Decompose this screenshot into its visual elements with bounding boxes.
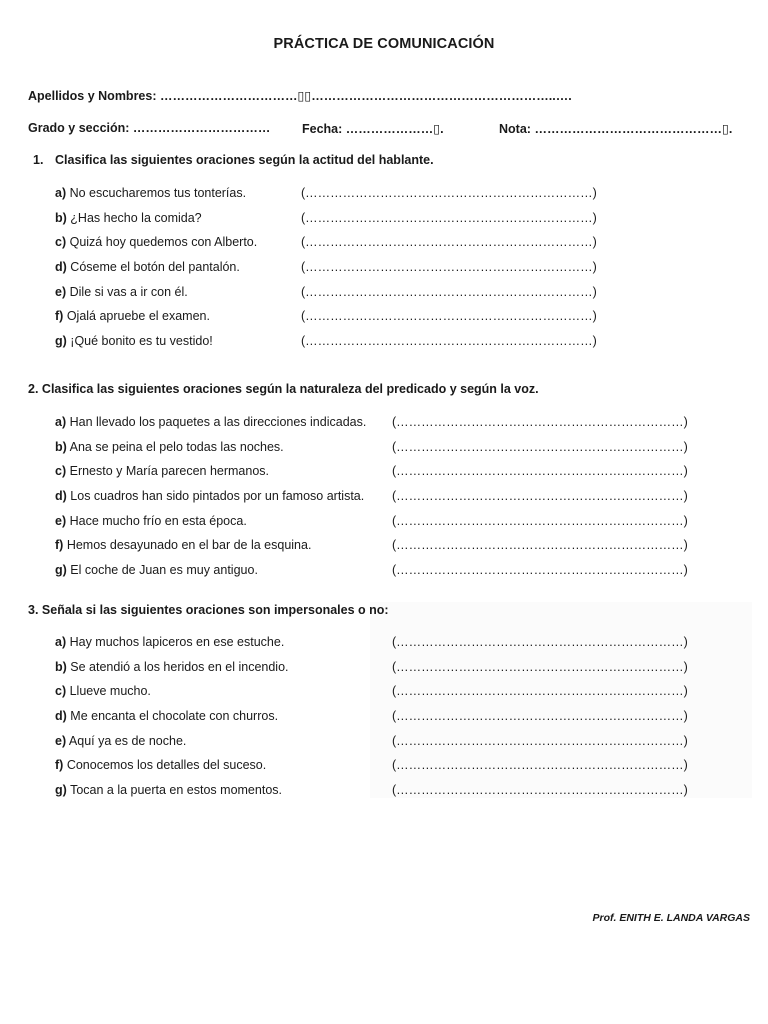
answer-blank[interactable]: (……………………………………………………………) <box>301 260 597 275</box>
page-title: PRÁCTICA DE COMUNICACIÓN <box>273 36 495 52</box>
item-text: Conocemos los detalles del suceso. <box>66 758 267 773</box>
section-1-items <box>55 186 768 359</box>
answer-blank[interactable]: (……………………………………………………………) <box>392 783 688 798</box>
answer-blank[interactable]: (……………………………………………………………) <box>392 563 688 578</box>
score-blank[interactable]: ………………………………………▯. <box>534 122 733 136</box>
item-letter: f) <box>55 758 64 773</box>
question-item <box>55 186 768 211</box>
item-text: No escucharemos tus tonterías. <box>69 186 247 200</box>
section-3-title <box>28 603 389 617</box>
item-letter: g) <box>55 563 67 578</box>
answer-blank[interactable]: (……………………………………………………………) <box>392 513 688 528</box>
question-item <box>55 783 768 808</box>
item-letter: a) <box>55 635 67 649</box>
grade-score-field-row <box>499 121 732 136</box>
question-item <box>55 758 768 783</box>
answer-blank[interactable]: (……………………………………………………………) <box>392 709 688 724</box>
question-item <box>55 709 768 734</box>
item-text: Hemos desayunado en el bar de la esquina. <box>66 538 312 553</box>
answer-blank[interactable]: (……………………………………………………………) <box>301 210 597 225</box>
item-text: El coche de Juan es muy antiguo. <box>70 563 258 578</box>
item-letter: a) <box>55 415 67 429</box>
question-item <box>55 260 768 285</box>
answer-blank[interactable]: (……………………………………………………………) <box>392 733 688 748</box>
answer-blank[interactable]: (……………………………………………………………) <box>392 659 688 674</box>
item-letter: a) <box>55 186 67 200</box>
section-2-title <box>28 382 539 396</box>
grade-field-row <box>28 121 270 135</box>
answer-blank[interactable]: (……………………………………………………………) <box>392 758 688 773</box>
question-item <box>55 684 768 709</box>
question-item <box>55 211 768 236</box>
answer-blank[interactable]: (……………………………………………………………) <box>301 235 597 250</box>
item-letter: d) <box>55 489 67 504</box>
section-heading: Señala si las siguientes oraciones son impersonales o no: <box>41 603 389 617</box>
section-heading: Clasifica las siguientes oraciones según la actitud del hablante. <box>55 153 434 167</box>
answer-blank[interactable]: (……………………………………………………………) <box>392 684 688 699</box>
item-text: Tocan a la puerta en estos momentos. <box>70 783 282 798</box>
item-text: Hace mucho frío en esta época. <box>69 513 247 528</box>
answer-blank[interactable]: (……………………………………………………………) <box>301 334 597 349</box>
question-item <box>55 464 768 489</box>
item-text: Aquí ya es de noche. <box>68 733 187 748</box>
item-letter: c) <box>55 684 67 699</box>
score-label: Nota: <box>499 122 531 136</box>
question-item <box>55 734 768 759</box>
grade-blank[interactable]: …………………………… <box>132 121 271 135</box>
item-text: Me encanta el chocolate con churros. <box>70 709 279 724</box>
item-text: Se atendió a los heridos en el incendio. <box>70 659 289 674</box>
section-2-items <box>55 415 768 588</box>
item-letter: g) <box>55 783 67 798</box>
item-letter: e) <box>55 284 67 299</box>
item-letter: d) <box>55 709 67 724</box>
answer-blank[interactable]: (……………………………………………………………) <box>301 284 597 299</box>
name-label: Apellidos y Nombres: <box>28 89 157 103</box>
item-text: Ojalá apruebe el examen. <box>66 309 210 324</box>
item-letter: d) <box>55 260 67 275</box>
section-1-title <box>28 153 434 167</box>
item-text: Ernesto y María parecen hermanos. <box>69 464 270 479</box>
item-letter: b) <box>55 439 67 454</box>
question-item <box>55 538 768 563</box>
section-number: 1. <box>33 153 44 167</box>
item-text: Hay muchos lapiceros en ese estuche. <box>69 635 285 649</box>
item-letter: f) <box>55 309 64 324</box>
question-item <box>55 635 768 660</box>
question-item <box>55 563 768 588</box>
author-signature: Prof. ENITH E. LANDA VARGAS <box>592 912 750 924</box>
answer-blank[interactable]: (……………………………………………………………) <box>392 439 688 454</box>
item-letter: c) <box>55 464 67 479</box>
question-item <box>55 660 768 685</box>
item-letter: e) <box>55 513 67 528</box>
item-letter: g) <box>55 334 67 349</box>
question-item <box>55 514 768 539</box>
grade-label: Grado y sección: <box>28 121 130 135</box>
answer-blank[interactable]: (……………………………………………………………) <box>392 464 688 479</box>
section-number: 3. <box>28 603 39 617</box>
name-blank[interactable]: ……………………………▯▯…………………………………………………..…. <box>159 89 572 103</box>
section-number: 2. <box>28 382 39 396</box>
item-text: Han llevado los paquetes a las direcciones indicadas. <box>69 415 367 429</box>
item-letter: b) <box>55 210 67 225</box>
item-text: Cóseme el botón del pantalón. <box>70 260 240 275</box>
item-letter: b) <box>55 659 67 674</box>
item-text: ¡Qué bonito es tu vestido! <box>70 334 213 349</box>
question-item <box>55 334 768 359</box>
item-letter: e) <box>55 733 67 748</box>
date-field-row <box>302 121 444 136</box>
item-text: Ana se peina el pelo todas las noches. <box>69 439 284 454</box>
answer-blank[interactable]: (……………………………………………………………) <box>392 415 688 429</box>
question-item <box>55 415 768 440</box>
section-3-items <box>55 635 768 808</box>
section-heading: Clasifica las siguientes oraciones según la naturaleza del predicado y según la voz. <box>41 382 539 396</box>
item-text: Llueve mucho. <box>69 684 151 699</box>
name-field-row <box>28 88 572 103</box>
answer-blank[interactable]: (……………………………………………………………) <box>301 186 597 200</box>
answer-blank[interactable]: (……………………………………………………………) <box>301 309 597 324</box>
question-item <box>55 285 768 310</box>
item-text: ¿Has hecho la comida? <box>70 210 202 225</box>
question-item <box>55 309 768 334</box>
answer-blank[interactable]: (……………………………………………………………) <box>392 635 688 649</box>
question-item <box>55 440 768 465</box>
item-text: Quizá hoy quedemos con Alberto. <box>69 235 258 250</box>
answer-blank[interactable]: (……………………………………………………………) <box>392 489 688 504</box>
date-blank[interactable]: …………………▯. <box>345 122 444 136</box>
item-text: Dile si vas a ir con él. <box>69 284 188 299</box>
answer-blank[interactable]: (……………………………………………………………) <box>392 538 688 553</box>
date-label: Fecha: <box>302 122 343 136</box>
item-text: Los cuadros han sido pintados por un famoso artista. <box>70 489 365 504</box>
item-letter: c) <box>55 235 67 250</box>
question-item <box>55 489 768 514</box>
question-item <box>55 235 768 260</box>
item-letter: f) <box>55 538 64 553</box>
